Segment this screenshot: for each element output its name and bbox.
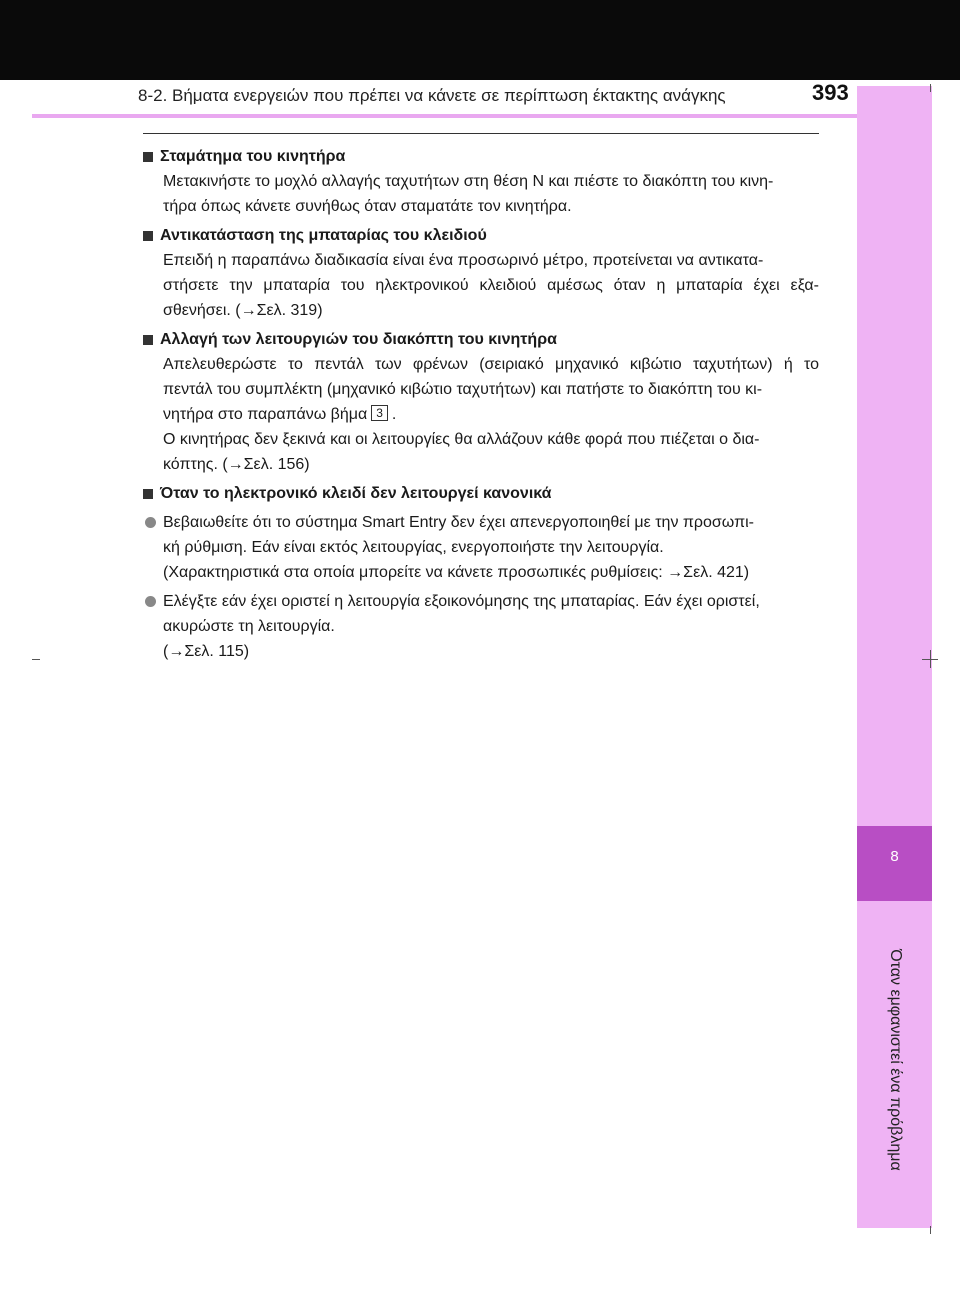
text-line: κόπτης. (→Σελ. 156): [163, 456, 310, 473]
paragraph: [163, 248, 819, 323]
crop-mark: [930, 1226, 931, 1234]
bullet-item: [143, 510, 819, 585]
step-text-before: νητήρα στο παραπάνω βήμα: [163, 406, 368, 423]
page-number: 393: [812, 80, 849, 105]
section-heading: [143, 144, 819, 169]
section-engine-stop: [143, 144, 819, 219]
paragraph: [163, 589, 760, 664]
section-heading: [143, 481, 819, 506]
heading-text: Αλλαγή των λειτουργιών του διακόπτη του κινητήρα: [160, 331, 557, 348]
step-text-after: .: [391, 406, 397, 423]
bullet-item: [143, 589, 819, 664]
text-line: τήρα όπως κάνετε συνήθως όταν σταματάτε τον κινητήρα.: [163, 198, 572, 215]
section-key-battery: [143, 223, 819, 323]
paragraph: [163, 352, 819, 477]
section-heading: [143, 327, 819, 352]
paragraph: [163, 510, 754, 585]
square-bullet-icon: [143, 335, 153, 345]
square-bullet-icon: [143, 489, 153, 499]
text-line: Ο κινητήρας δεν ξεκινά και οι λειτουργίες θα αλλάζουν κάθε φορά που πιέζεται ο δια-: [163, 431, 760, 448]
chapter-tab: [857, 826, 932, 901]
chapter-number: 8: [890, 848, 899, 865]
text-line: Ελέγξτε εάν έχει οριστεί η λειτουργία εξοικονόμησης της μπαταρίας. Εάν έχει οριστεί,: [163, 593, 760, 610]
page-content: [143, 140, 819, 664]
chapter-title: Όταν εμφανιστεί ένα πρόβλημα: [887, 949, 904, 1171]
text-line: Επειδή η παραπάνω διαδικασία είναι ένα προσωρινό μέτρο, προτείνεται να αντικατα-: [163, 252, 764, 269]
paragraph: [163, 169, 819, 219]
header-divider: [32, 114, 930, 118]
circle-bullet-icon: [145, 596, 156, 607]
heading-text: Όταν το ηλεκτρονικό κλειδί δεν λειτουργεί κανονικά: [160, 485, 552, 502]
content-top-rule: [143, 133, 819, 134]
crop-mark: [930, 84, 931, 92]
square-bullet-icon: [143, 231, 153, 241]
crop-mark: [32, 659, 40, 660]
top-black-bar: [0, 0, 960, 80]
section-heading: [143, 223, 819, 248]
text-line: ακυρώστε τη λειτουργία.: [163, 618, 335, 635]
text-line: πεντάλ του συμπλέκτη (μηχανικό κιβώτιο ταχυτήτων) και πατήστε το διακόπτη του κι-: [163, 381, 763, 398]
text-line-with-step: [163, 402, 819, 427]
section-key-malfunction: [143, 481, 819, 664]
text-line: κή ρύθμιση. Εάν είναι εκτός λειτουργίας, ενεργοποιήστε την λειτουργία.: [163, 539, 664, 556]
step-number-box: 3: [371, 405, 388, 421]
square-bullet-icon: [143, 152, 153, 162]
chapter-title-wrap: [860, 910, 930, 1210]
page-header-title: 8-2. Βήματα ενεργειών που πρέπει να κάνετε σε περίπτωση έκτακτης ανάγκης: [138, 86, 726, 105]
text-line: Βεβαιωθείτε ότι το σύστημα Smart Entry δεν έχει απενεργοποιηθεί με την προσωπι-: [163, 514, 754, 531]
text-line: (Χαρακτηριστικά στα οποία μπορείτε να κάνετε προσωπικές ρυθμίσεις: →Σελ. 421): [163, 564, 750, 581]
text-line: σθενήσει. (→Σελ. 319): [163, 302, 323, 319]
side-tab-top: [857, 86, 932, 826]
text-line: Απελευθερώστε το πεντάλ των φρένων (σειριακό μηχανικό κιβώτιο ταχυτήτων) ή το: [163, 356, 819, 373]
circle-bullet-icon: [145, 517, 156, 528]
text-line: στήσετε την μπαταρία του ηλεκτρονικού κλειδιού αμέσως όταν η μπαταρία έχει εξα-: [163, 277, 819, 294]
text-line: (→Σελ. 115): [163, 643, 250, 660]
crop-mark: [930, 650, 931, 668]
section-switch-modes: [143, 327, 819, 477]
heading-text: Σταμάτημα του κινητήρα: [160, 148, 346, 165]
heading-text: Αντικατάσταση της μπαταρίας του κλειδιού: [160, 227, 487, 244]
text-line: Μετακινήστε το μοχλό αλλαγής ταχυτήτων στη θέση N και πιέστε το διακόπτη του κινη-: [163, 173, 774, 190]
